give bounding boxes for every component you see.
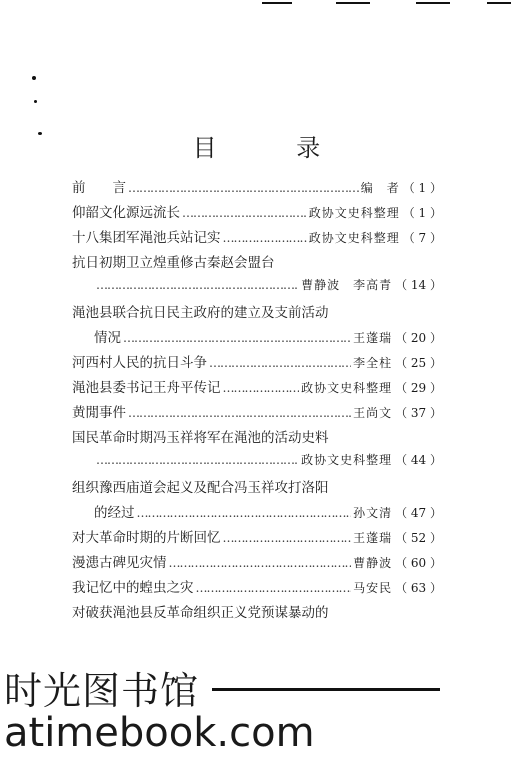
dot-leader: [137, 506, 352, 520]
dot-leader: [169, 556, 352, 570]
toc-entry-page: （ 14 ）: [395, 278, 442, 292]
watermark-url: atimebook.com: [4, 710, 315, 756]
toc-entry-title: 漫漶古碑见灾情: [72, 555, 167, 571]
scan-speck: [34, 100, 37, 103]
toc-entry-author: 政协文史科整理: [301, 453, 393, 467]
toc-entry-title: 我记忆中的蝗虫之灾: [72, 580, 194, 596]
toc-entry-author: 王蓬瑞: [353, 531, 393, 545]
page-title: 目 录: [192, 134, 357, 162]
toc-entry-author: 政协文史科整理: [308, 231, 400, 245]
toc-entry-author: 王蓬瑞: [353, 331, 393, 345]
toc-entry-page: （ 47 ）: [395, 506, 442, 520]
dot-leader: [128, 181, 359, 195]
toc-entry-author: 孙文清: [353, 506, 393, 520]
top-rule-4: [487, 2, 511, 4]
toc-entry-page: （ 60 ）: [395, 556, 442, 570]
toc-entry-title: 渑池县委书记王舟平传记: [72, 380, 221, 396]
table-of-contents: [72, 176, 442, 626]
toc-entry-author: 曹静波 李高青: [301, 278, 393, 292]
toc-entry: [72, 526, 442, 551]
toc-entry-page: （ 52 ）: [395, 531, 442, 545]
toc-entry-page: （ 37 ）: [395, 406, 442, 420]
watermark-name: 时光图书馆: [4, 669, 200, 713]
toc-entry: [72, 451, 442, 476]
toc-entry-title: 抗日初期卫立煌重修古秦赵会盟台: [72, 255, 275, 271]
dot-leader: [128, 406, 351, 420]
toc-entry: [72, 501, 442, 526]
toc-entry-author: 政协文史科整理: [301, 381, 393, 395]
toc-entry-title: 前 言: [72, 180, 126, 196]
dot-leader: [96, 278, 299, 292]
toc-entry-title: 河西村人民的抗日斗争: [72, 355, 207, 371]
toc-entry: [72, 201, 442, 226]
watermark-rule: [212, 688, 440, 691]
toc-entry: [72, 401, 442, 426]
top-rule-2: [336, 2, 370, 4]
toc-entry-title: 仰韶文化源远流长: [72, 205, 180, 221]
dot-leader: [223, 231, 307, 245]
toc-entry: [72, 226, 442, 251]
toc-entry: [72, 576, 442, 601]
toc-entry-page: （ 63 ）: [395, 581, 442, 595]
top-rule-3: [416, 2, 450, 4]
dot-leader: [196, 581, 352, 595]
toc-entry: [72, 276, 442, 301]
toc-entry-title: 对破获渑池县反革命组织正义党预谋暴动的: [72, 605, 329, 621]
toc-entry: [72, 351, 442, 376]
dot-leader: [123, 331, 351, 345]
toc-entry-page: （ 44 ）: [395, 453, 442, 467]
toc-entry: [72, 376, 442, 401]
toc-entry-page: （ 7 ）: [402, 231, 442, 245]
toc-entry-title: 情况: [94, 330, 121, 346]
toc-entry-author: 马安民: [353, 581, 393, 595]
toc-entry-title: 黄閒事件: [72, 405, 126, 421]
dot-leader: [209, 356, 351, 370]
dot-leader: [182, 206, 307, 220]
toc-entry-title: 对大革命时期的片断回忆: [72, 530, 221, 546]
toc-entry-author: 编 者: [360, 181, 400, 195]
toc-entry: [72, 551, 442, 576]
toc-entry-page: （ 1 ）: [402, 181, 442, 195]
top-rule-1: [262, 2, 292, 4]
dot-leader: [223, 531, 352, 545]
toc-entry-title: 十八集团军渑池兵站记实: [72, 230, 221, 246]
toc-entry-author: 政协文史科整理: [308, 206, 400, 220]
toc-entry-page: （ 1 ）: [402, 206, 442, 220]
scan-speck: [32, 76, 36, 80]
toc-entry-title: 渑池县联合抗日民主政府的建立及支前活动: [72, 305, 329, 321]
toc-entry-author: 王尚文: [353, 406, 393, 420]
toc-entry-author: 李全柱: [353, 356, 393, 370]
toc-entry-page: （ 29 ）: [395, 381, 442, 395]
toc-entry-title: 的经过: [94, 505, 135, 521]
dot-leader: [223, 381, 300, 395]
toc-entry-page: （ 25 ）: [395, 356, 442, 370]
toc-entry: [72, 176, 442, 201]
dot-leader: [96, 453, 299, 467]
toc-entry: [72, 326, 442, 351]
toc-entry-title: 国民革命时期冯玉祥将军在渑池的活动史料: [72, 430, 329, 446]
toc-entry-author: 曹静波: [353, 556, 393, 570]
toc-entry-title: 组织豫西庙道会起义及配合冯玉祥攻打洛阳: [72, 480, 329, 496]
toc-entry-page: （ 20 ）: [395, 331, 442, 345]
